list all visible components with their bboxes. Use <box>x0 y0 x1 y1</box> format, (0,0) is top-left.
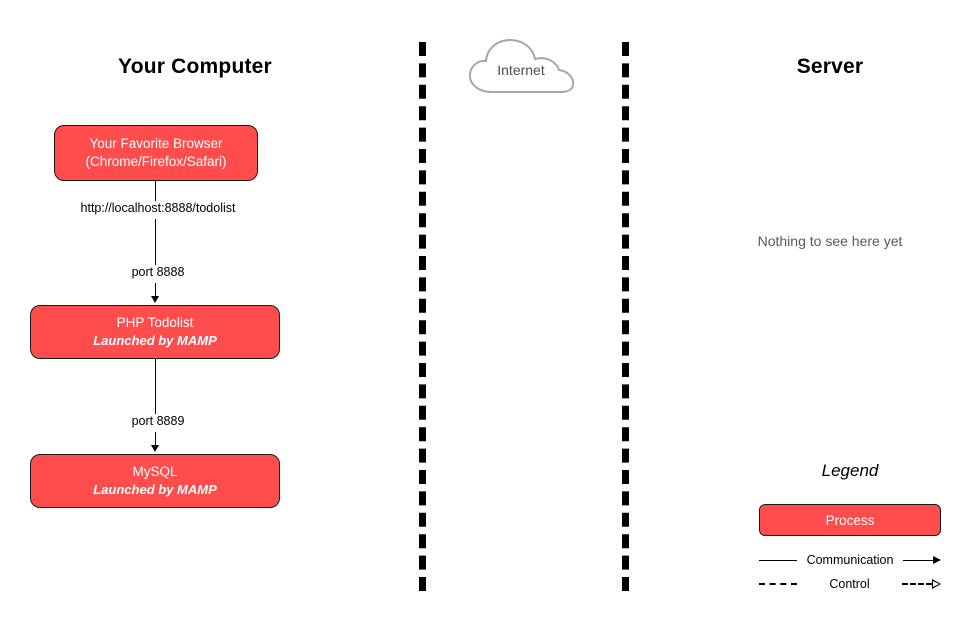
process-box-browser-subtitle: (Chrome/Firefox/Safari) <box>85 154 227 169</box>
arrowhead-to-mysql <box>151 445 159 452</box>
server-empty-message: Nothing to see here yet <box>757 233 903 249</box>
legend-communication-line-left <box>759 560 797 561</box>
legend-title: Legend <box>821 461 879 480</box>
legend-row-control <box>759 576 941 592</box>
legend-process-swatch <box>759 504 941 536</box>
page-title-server: Server <box>796 55 864 78</box>
legend-control-arrow <box>902 579 941 589</box>
legend-communication-label: Communication <box>806 553 894 567</box>
process-box-mysql-title: MySQL <box>132 464 178 479</box>
edge-label-url: http://localhost:8888/todolist <box>55 201 261 215</box>
process-box-browser-title: Your Favorite Browser <box>89 136 223 151</box>
process-box-browser[interactable] <box>54 125 258 181</box>
page-title-your-computer: Your Computer <box>118 55 272 78</box>
process-box-php-todolist[interactable] <box>30 305 280 359</box>
legend-communication-arrow <box>903 556 941 564</box>
legend-row-communication <box>759 552 941 568</box>
dashed-divider-right <box>622 42 629 591</box>
edge-label-port-8888: port 8888 <box>105 265 211 279</box>
process-box-php-subtitle: Launched by MAMP <box>93 333 217 348</box>
dashed-divider-left <box>419 42 426 591</box>
process-box-mysql-subtitle: Launched by MAMP <box>93 482 217 497</box>
cloud-label: Internet <box>497 62 545 78</box>
connector-php-mysql-segment-2 <box>155 432 156 446</box>
edge-label-port-8889: port 8889 <box>105 414 211 428</box>
legend-process-label: Process <box>825 512 875 528</box>
legend-control-line-left <box>759 583 797 585</box>
legend-control-label: Control <box>829 577 870 591</box>
connector-php-mysql-segment-1 <box>155 359 156 414</box>
arrowhead-to-php <box>151 296 159 303</box>
connector-browser-php-segment-3 <box>155 283 156 297</box>
process-box-php-title: PHP Todolist <box>116 315 194 330</box>
connector-browser-php-segment-2 <box>155 219 156 265</box>
process-box-mysql[interactable] <box>30 454 280 508</box>
